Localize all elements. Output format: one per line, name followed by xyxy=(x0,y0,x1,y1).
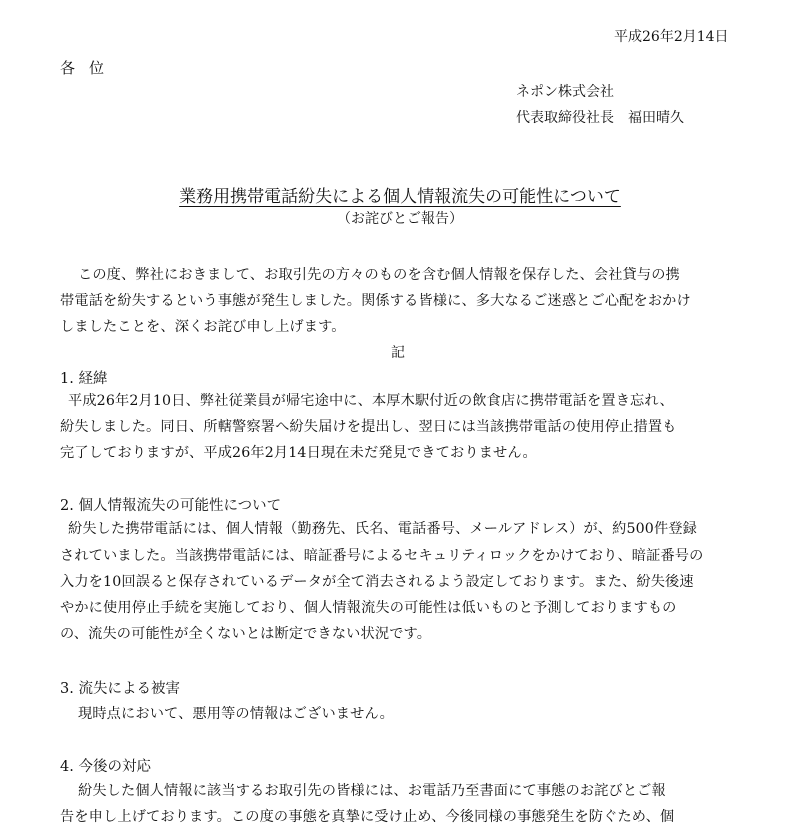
representative-name: 代表取締役社長 福田晴久 xyxy=(516,110,684,126)
section-heading: 3. 流失による被害 xyxy=(60,681,180,697)
section-line: の、流失の可能性が全くないとは断定できない状況です。 xyxy=(60,626,432,642)
section-line: やかに使用停止手続を実施しており、個人情報流失の可能性は低いものと予測しておりますもの xyxy=(60,600,677,616)
ki-marker: 記 xyxy=(391,345,405,361)
section-heading: 4. 今後の対応 xyxy=(60,759,151,775)
section-heading: 2. 個人情報流失の可能性について xyxy=(60,498,282,514)
document-title-text: 業務用携帯電話紛失による個人情報流失の可能性について xyxy=(179,187,621,207)
section-line: 紛失した個人情報に該当するお取引先の皆様には、お電話乃至書面にて事態のお詫びとご報 xyxy=(78,783,666,799)
document-title xyxy=(0,182,800,207)
section-line: 完了しておりますが、平成26年2月14日現在未だ発見できておりません。 xyxy=(60,445,537,461)
section-line: 現時点において、悪用等の情報はございません。 xyxy=(78,706,394,722)
section-line: 紛失した携帯電話には、個人情報（勤務先、氏名、電話番号、メールアドレス）が、約500件登録 xyxy=(68,521,697,537)
company-name: ネポン株式会社 xyxy=(516,84,614,100)
section-line: 紛失しました。同日、所轄警察署へ紛失届けを提出し、翌日には当該携帯電話の使用停止措置も xyxy=(60,419,677,435)
document-subtitle: （お詫びとご報告） xyxy=(337,211,463,227)
intro-line: 帯電話を紛失するという事態が発生しました。関係する皆様に、多大なるご迷惑とご心配をおかけ xyxy=(60,293,691,309)
addressee: 各位 xyxy=(60,59,119,77)
section-line: 平成26年2月10日、弊社従業員が帰宅途中に、本厚木駅付近の飲食店に携帯電話を置き忘れ、 xyxy=(68,393,674,409)
intro-line: この度、弊社におきまして、お取引先の方々のものを含む個人情報を保存した、会社貸与の携 xyxy=(78,267,680,283)
section-line: 告を申し上げております。この度の事態を真摯に受け止め、今後同様の事態発生を防ぐため、個 xyxy=(60,809,675,825)
section-line: 入力を10回誤ると保存されているデータが全て消去されるよう設定しております。また、紛失後速 xyxy=(60,574,694,590)
intro-line: しましたことを、深くお詫び申し上げます。 xyxy=(60,319,346,335)
section-line: されていました。当該携帯電話には、暗証番号によるセキュリティロックをかけており、暗証番号の xyxy=(60,548,704,564)
section-heading: 1. 経緯 xyxy=(60,371,108,387)
document-date: 平成26年2月14日 xyxy=(614,29,729,45)
